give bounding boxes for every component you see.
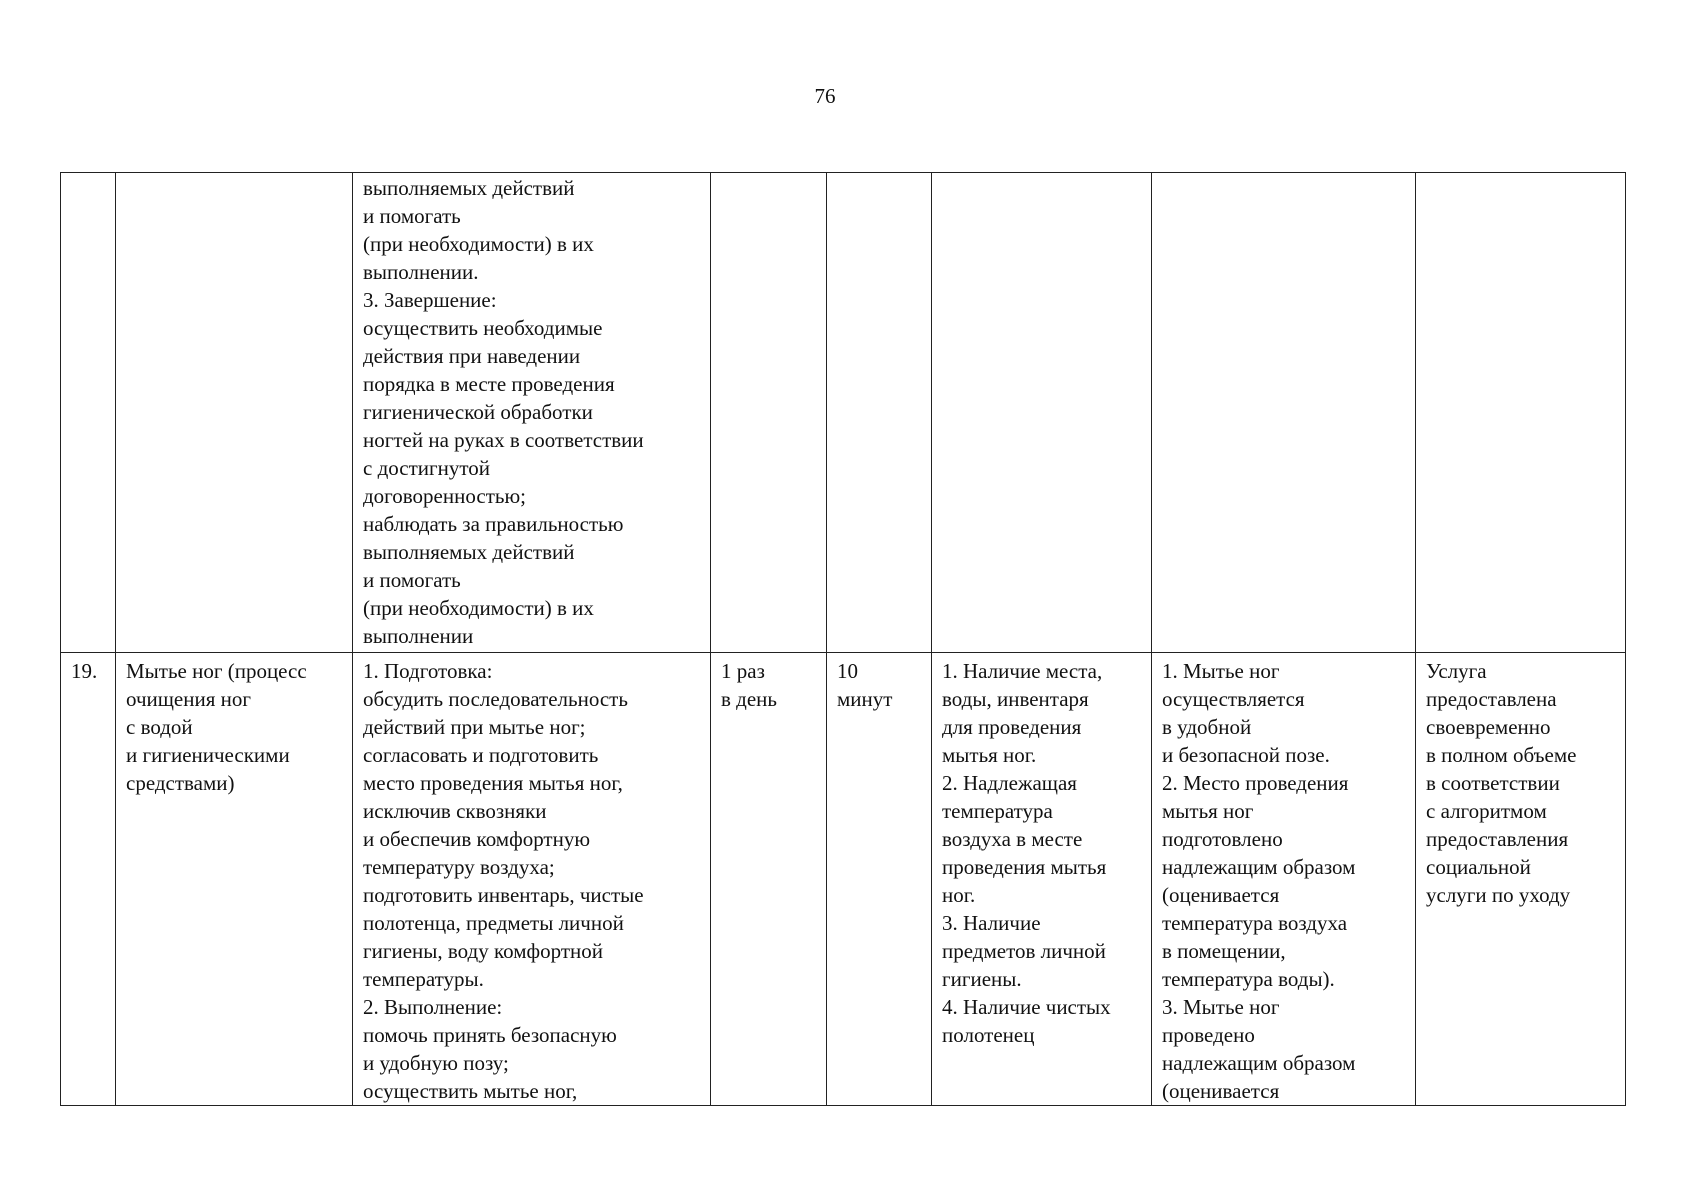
- cell-line: место проведения мытья ног,: [363, 771, 623, 795]
- quality-indicators-cell: [1152, 173, 1416, 653]
- cell-line: (при необходимости) в их: [363, 232, 594, 256]
- result-cell: [1416, 173, 1626, 653]
- cell-line: и безопасной позе.: [1162, 743, 1330, 767]
- row-number-cell: [61, 653, 116, 1106]
- quality-indicators-cell: [1152, 653, 1416, 1106]
- cell-line: воздуха в месте: [942, 827, 1083, 851]
- table-row: [61, 173, 1626, 653]
- cell-line: 2. Надлежащая: [942, 771, 1077, 795]
- cell-line: выполнении: [363, 624, 474, 648]
- cell-line: ног.: [942, 883, 976, 907]
- cell-line: и удобную позу;: [363, 1051, 509, 1075]
- algorithm-cell: [353, 653, 711, 1106]
- page-number: 76: [814, 84, 836, 108]
- duration-cell: [827, 653, 932, 1106]
- cell-line: надлежащим образом: [1162, 855, 1356, 879]
- cell-line: в помещении,: [1162, 939, 1286, 963]
- cell-line: минут: [837, 687, 893, 711]
- cell-line: гигиены, воду комфортной: [363, 939, 603, 963]
- cell-line: 1. Мытье ног: [1162, 659, 1280, 683]
- cell-line: 10: [837, 659, 858, 683]
- cell-line: воды, инвентаря: [942, 687, 1089, 711]
- row-number: 19.: [71, 659, 98, 683]
- cell-line: предоставлена: [1426, 687, 1557, 711]
- frequency-cell: [711, 653, 827, 1106]
- cell-line: в день: [721, 687, 777, 711]
- cell-line: надлежащим образом: [1162, 1051, 1356, 1075]
- cell-line: мытья ног: [1162, 799, 1254, 823]
- cell-line: и помогать: [363, 204, 461, 228]
- cell-line: наблюдать за правильностью: [363, 512, 624, 536]
- algorithm-cell: [353, 173, 711, 653]
- cell-line: с достигнутой: [363, 456, 491, 480]
- cell-line: подготовлено: [1162, 827, 1283, 851]
- cell-line: и помогать: [363, 568, 461, 592]
- cell-line: 2. Выполнение:: [363, 995, 503, 1019]
- cell-line: с алгоритмом: [1426, 799, 1547, 823]
- cell-line: температуру воздуха;: [363, 855, 555, 879]
- result-cell: [1416, 653, 1626, 1106]
- cell-line: Услуга: [1426, 659, 1487, 683]
- cell-line: предоставления: [1426, 827, 1569, 851]
- cell-line: полотенца, предметы личной: [363, 911, 624, 935]
- cell-line: средствами): [126, 771, 235, 795]
- cell-line: действий при мытье ног;: [363, 715, 586, 739]
- row-number-cell: [61, 173, 116, 653]
- cell-line: Мытье ног (процесс: [126, 659, 307, 683]
- cell-line: (при необходимости) в их: [363, 596, 594, 620]
- cell-line: осуществить мытье ног,: [363, 1079, 578, 1103]
- cell-line: температура воды).: [1162, 967, 1335, 991]
- cell-line: 3. Наличие: [942, 911, 1041, 935]
- cell-line: очищения ног: [126, 687, 251, 711]
- cell-line: социальной: [1426, 855, 1531, 879]
- cell-line: осуществить необходимые: [363, 316, 603, 340]
- cell-line: 4. Наличие чистых: [942, 995, 1111, 1019]
- cell-line: выполняемых действий: [363, 176, 575, 200]
- cell-line: температуры.: [363, 967, 484, 991]
- services-table: [60, 172, 1626, 1106]
- cell-line: 3. Мытье ног: [1162, 995, 1280, 1019]
- cell-line: полотенец: [942, 1023, 1035, 1047]
- cell-line: подготовить инвентарь, чистые: [363, 883, 644, 907]
- cell-line: в соответствии: [1426, 771, 1560, 795]
- cell-line: гигиены.: [942, 967, 1022, 991]
- cell-line: гигиенической обработки: [363, 400, 593, 424]
- cell-line: ногтей на руках в соответствии: [363, 428, 644, 452]
- cell-line: предметов личной: [942, 939, 1106, 963]
- cell-line: действия при наведении: [363, 344, 581, 368]
- cell-line: 1 раз: [721, 659, 765, 683]
- cell-line: обсудить последовательность: [363, 687, 628, 711]
- cell-line: 1. Наличие места,: [942, 659, 1103, 683]
- cell-line: исключив сквозняки: [363, 799, 547, 823]
- cell-line: в полном объеме: [1426, 743, 1577, 767]
- cell-line: и гигиеническими: [126, 743, 290, 767]
- cell-line: порядка в месте проведения: [363, 372, 615, 396]
- cell-line: проведено: [1162, 1023, 1255, 1047]
- cell-line: с водой: [126, 715, 193, 739]
- cell-line: осуществляется: [1162, 687, 1305, 711]
- cell-line: (оценивается: [1162, 883, 1280, 907]
- cell-line: выполняемых действий: [363, 540, 575, 564]
- cell-line: проведения мытья: [942, 855, 1107, 879]
- conditions-cell: [932, 173, 1152, 653]
- duration-cell: [827, 173, 932, 653]
- cell-line: договоренностью;: [363, 484, 526, 508]
- cell-line: в удобной: [1162, 715, 1252, 739]
- cell-line: своевременно: [1426, 715, 1551, 739]
- cell-line: для проведения: [942, 715, 1082, 739]
- cell-line: и обеспечив комфортную: [363, 827, 591, 851]
- cell-line: выполнении.: [363, 260, 479, 284]
- table-row: [61, 653, 1626, 1106]
- cell-line: согласовать и подготовить: [363, 743, 599, 767]
- cell-line: температура: [942, 799, 1053, 823]
- frequency-cell: [711, 173, 827, 653]
- cell-line: 3. Завершение:: [363, 288, 497, 312]
- service-name-cell: [116, 653, 353, 1106]
- conditions-cell: [932, 653, 1152, 1106]
- cell-line: услуги по уходу: [1426, 883, 1571, 907]
- cell-line: температура воздуха: [1162, 911, 1348, 935]
- cell-line: мытья ног.: [942, 743, 1037, 767]
- cell-line: помочь принять безопасную: [363, 1023, 617, 1047]
- cell-line: 1. Подготовка:: [363, 659, 493, 683]
- cell-line: (оценивается: [1162, 1079, 1280, 1103]
- cell-line: 2. Место проведения: [1162, 771, 1349, 795]
- service-name-cell: [116, 173, 353, 653]
